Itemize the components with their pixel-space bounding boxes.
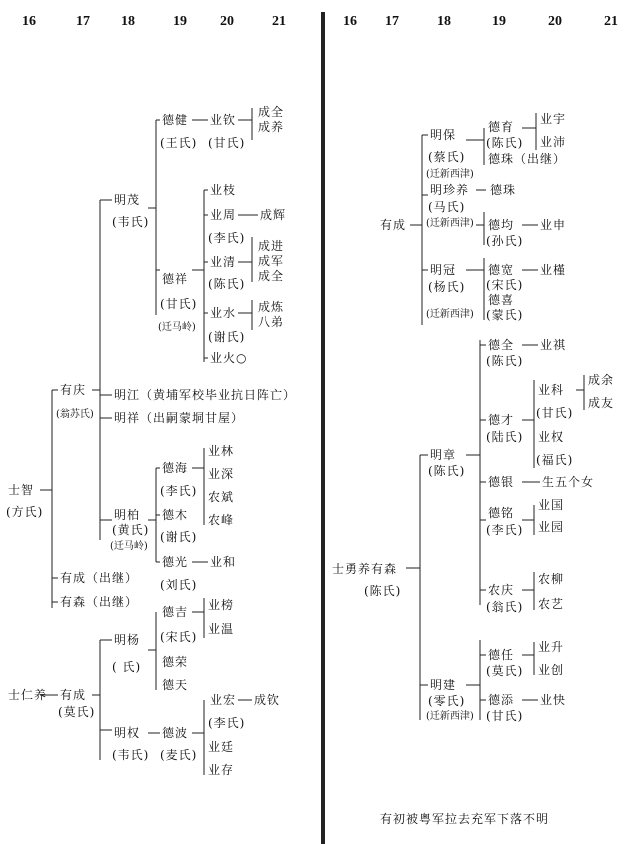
person-name: 业存 [208,763,235,777]
spouse-name: (莫氏) [58,705,96,719]
footer-note: 有初被粤军拉去充军下落不明 [380,812,550,826]
person-name: 成进 [258,239,285,253]
person-name: 德光 [162,555,189,569]
person-name: 德荣 [162,655,189,669]
person-name: 德任 [488,648,515,662]
spouse-name: (谢氏) [208,330,246,344]
spouse-name: (陈氏) [428,464,466,478]
person-name: 农庆 [488,583,515,597]
generation-20: 20 [548,14,562,29]
spouse-name: (福氏) [536,453,574,467]
person-name: 德木 [162,508,189,522]
person-name: 业枝 [210,183,237,197]
person-name: 成全 [258,105,285,119]
person-name: 业国 [538,498,565,512]
generation-17: 17 [385,14,399,29]
person-name: 业快 [540,693,567,707]
person-name: 明杨 [114,633,141,647]
generation-19: 19 [173,14,187,29]
spouse-name: (麦氏) [160,748,198,762]
migration-note: (迁新西津) [426,309,474,320]
person-name: 业榜 [208,598,235,612]
person-name: 德天 [162,678,189,692]
person-name: 明建 [430,678,457,692]
person-name-note: 明江（黄埔军校毕业抗日阵亡） [114,388,297,402]
spouse-name: (宋氏) [160,630,198,644]
spouse-name: (李氏) [486,523,524,537]
spouse-name: (马氏) [428,200,466,214]
generation-18: 18 [121,14,135,29]
person-name: 业权 [538,430,565,444]
person-name: 德喜 [488,293,515,307]
person-name: 业园 [538,520,565,534]
person-name: 业申 [540,218,567,232]
spouse-name: (零氏) [428,694,466,708]
spouse-name: (翁苏氏) [56,409,94,420]
person-name: 士智 [8,483,35,497]
person-name: 业宏 [210,693,237,707]
spouse-name: (孙氏) [486,234,524,248]
person-name: 有庆 [60,383,87,397]
spouse-name: (韦氏) [112,215,150,229]
person-name: 德健 [162,113,189,127]
person-name: 成军 [258,254,285,268]
generation-19: 19 [492,14,506,29]
generation-16: 16 [343,14,357,29]
person-name: 成余 [588,373,615,387]
migration-note: (迁新西津) [426,711,474,722]
spouse-name: (谢氏) [160,530,198,544]
person-name: 明权 [114,726,141,740]
spouse-name: (蔡氏) [428,150,466,164]
person-name-note: 有成（出继） [60,571,139,585]
person-name: 德育 [488,120,515,134]
person-name: 业科 [538,383,565,397]
person-name: 德宽 [488,263,515,277]
person-name: 士勇养有森 [332,562,398,576]
person-name: 八弟 [258,315,285,329]
person-name: 德海 [162,461,189,475]
person-name: 明冠 [430,263,457,277]
person-name: 德添 [488,693,515,707]
spouse-name: (陆氏) [486,430,524,444]
person-name: 农斌 [208,490,235,504]
person-name: 业槿 [540,263,567,277]
person-name: 德才 [488,413,515,427]
person-name: 业深 [208,467,235,481]
generation-21: 21 [272,14,286,29]
person-name-note: 德珠（出继） [488,152,567,166]
person-name: 业清 [210,255,237,269]
generation-17: 17 [76,14,90,29]
migration-note: (迁马岭) [158,322,196,333]
generation-16: 16 [22,14,36,29]
generation-21: 21 [604,14,618,29]
person-name: 成辉 [260,208,287,222]
spouse-name: (甘氏) [486,709,524,723]
spouse-name: (莫氏) [486,664,524,678]
person-name: 德均 [488,218,515,232]
person-name: 成全 [258,269,285,283]
spouse-name: (陈氏) [208,277,246,291]
person-name: 明保 [430,128,457,142]
spouse-name: (甘氏) [536,406,574,420]
person-name: 农艺 [538,597,565,611]
person-name: 明茂 [114,193,141,207]
spouse-name: (李氏) [208,231,246,245]
person-name: 业廷 [208,740,235,754]
person-name: 业钦 [210,113,237,127]
migration-note: (迁新西津) [426,218,474,229]
spouse-name: (翁氏) [486,600,524,614]
person-name: 业火○ [210,351,248,365]
spouse-name: (韦氏) [112,748,150,762]
person-name: 业和 [210,555,237,569]
person-name: 业沛 [540,135,567,149]
person-name: 德祥 [162,272,189,286]
person-name: 明珍养 [430,183,470,197]
spouse-name: (方氏) [6,505,44,519]
spouse-name: (黄氏) [112,523,150,537]
person-name: 德波 [162,726,189,740]
person-name: 业升 [538,640,565,654]
generation-18: 18 [437,14,451,29]
person-name: 德铭 [488,506,515,520]
person-name: 明章 [430,448,457,462]
generation-20: 20 [220,14,234,29]
person-name: 业祺 [540,338,567,352]
person-name: 德全 [488,338,515,352]
person-name: 有成 [380,218,407,232]
spouse-name: ( 氏) [112,660,142,674]
person-name: 业温 [208,622,235,636]
spouse-name: (刘氏) [160,578,198,592]
spouse-name: (李氏) [208,716,246,730]
person-name: 有成 [60,688,87,702]
person-name: 业周 [210,208,237,222]
spouse-name: (陈氏) [486,354,524,368]
person-name: 德银 [488,475,515,489]
person-name: 成炼 [258,300,285,314]
person-name: 业林 [208,444,235,458]
spouse-name: (甘氏) [208,136,246,150]
migration-note: (迁新西津) [426,169,474,180]
person-name: 农峰 [208,513,235,527]
person-name: 成钦 [254,693,281,707]
spouse-name: (甘氏) [160,297,198,311]
person-name: 成友 [588,396,615,410]
migration-note: (迁马岭) [110,541,148,552]
person-name: 德吉 [162,605,189,619]
person-name-note: 有森（出继） [60,595,139,609]
person-name: 明柏 [114,508,141,522]
spouse-name: (杨氏) [428,280,466,294]
spouse-name: (蒙氏) [486,308,524,322]
person-name: 农柳 [538,572,565,586]
person-name-note: 生五个女 [542,475,595,489]
spouse-name: (李氏) [160,484,198,498]
person-name-note: 明祥（出嗣蒙垌甘屋） [114,411,245,425]
person-name: 德珠 [490,183,517,197]
person-name: 成养 [258,120,285,134]
spouse-name: (王氏) [160,136,198,150]
person-name: 业水 [210,306,237,320]
spouse-name: (陈氏) [364,584,402,598]
person-name: 士仁养 [8,688,48,702]
person-name: 业宇 [540,112,567,126]
person-name: 业创 [538,663,565,677]
spouse-name: (陈氏) [486,136,524,150]
spouse-name: (宋氏) [486,278,524,292]
